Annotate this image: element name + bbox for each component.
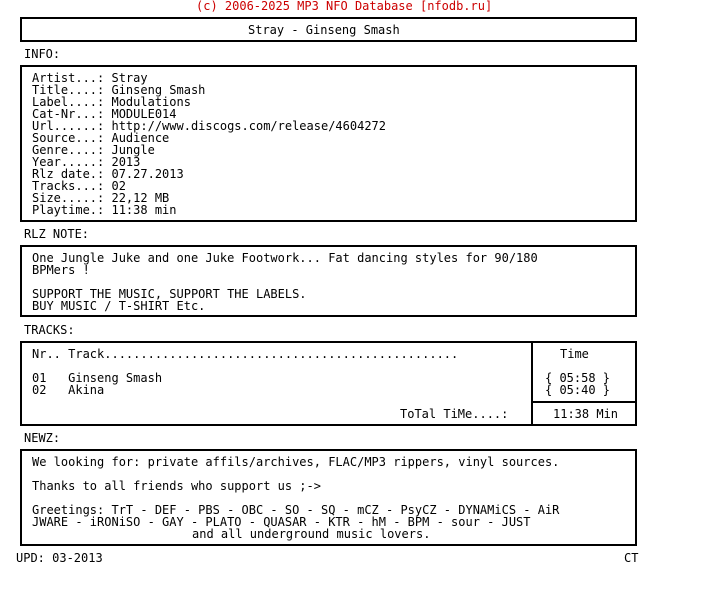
info-size: Size.....: 22,12 MB [32,191,170,205]
rlz-note-text [32,252,538,312]
rlz-note-line: BUY MUSIC / T-SHIRT Etc. [32,299,206,313]
total-time-label: ToTal TiMe....: [400,407,509,421]
newz-line: JWARE - iRONiSO - GAY - PLATO - QUASAR - KTR - hM - BPM - sour - JUST [32,515,531,529]
info-playtime: Playtime.: 11:38 min [32,203,177,217]
tracks-column-header: Nr.. Track................................................. [32,347,459,361]
info-url: Url......: http://www.discogs.com/release/4604272 [32,119,387,133]
tracks-column-divider [531,341,533,426]
track-time: { 05:40 } [545,383,611,397]
info-catnr: Cat-Nr...: MODULE014 [32,107,177,121]
copyright-header: (c) 2006-2025 MP3 NFO Database [nfodb.ru] [196,0,493,13]
info-artist: Artist...: Stray [32,71,148,85]
rlz-note-line: BPMers ! [32,263,90,277]
tracks-total-divider [531,401,637,403]
info-year: Year.....: 2013 [32,155,141,169]
info-label: Label....: Modulations [32,95,191,109]
total-time-value: 11:38 Min [553,407,619,421]
newz-line: Thanks to all friends who support us ;-> [32,479,321,493]
newz-text [32,456,559,540]
rlz-note-line: SUPPORT THE MUSIC, SUPPORT THE LABELS. [32,287,307,301]
rlz-note-heading: RLZ NOTE: [24,227,90,241]
info-genre: Genre....: Jungle [32,143,155,157]
newz-line: Greetings: TrT - DEF - PBS - OBC - SO - SQ - mCZ - PsyCZ - DYNAMiCS - AiR [32,503,560,517]
rlz-note-line: One Jungle Juke and one Juke Footwork... Fat dancing styles for 90/180 [32,251,538,265]
tracks-time-header: Time [560,347,589,361]
tracks-heading: TRACKS: [24,323,75,337]
track-row: 01 Ginseng Smash [32,371,163,385]
info-tracks: Tracks...: 02 [32,179,126,193]
info-rlz-date: Rlz date.: 07.27.2013 [32,167,184,181]
newz-heading: NEWZ: [24,431,61,445]
info-source: Source...: Audience [32,131,170,145]
track-time: { 05:58 } [545,371,611,385]
track-row: 02 Akina [32,383,105,397]
release-title: Stray - Ginseng Smash [248,23,400,37]
updated-date: UPD: 03-2013 [16,551,103,565]
info-title: Title....: Ginseng Smash [32,83,206,97]
newz-line: We looking for: private affils/archives, FLAC/MP3 rippers, vinyl sources. [32,455,560,469]
info-heading: INFO: [24,47,61,61]
author-tag: CT [624,551,639,565]
newz-line: and all underground music lovers. [192,527,431,541]
info-list [32,72,386,216]
